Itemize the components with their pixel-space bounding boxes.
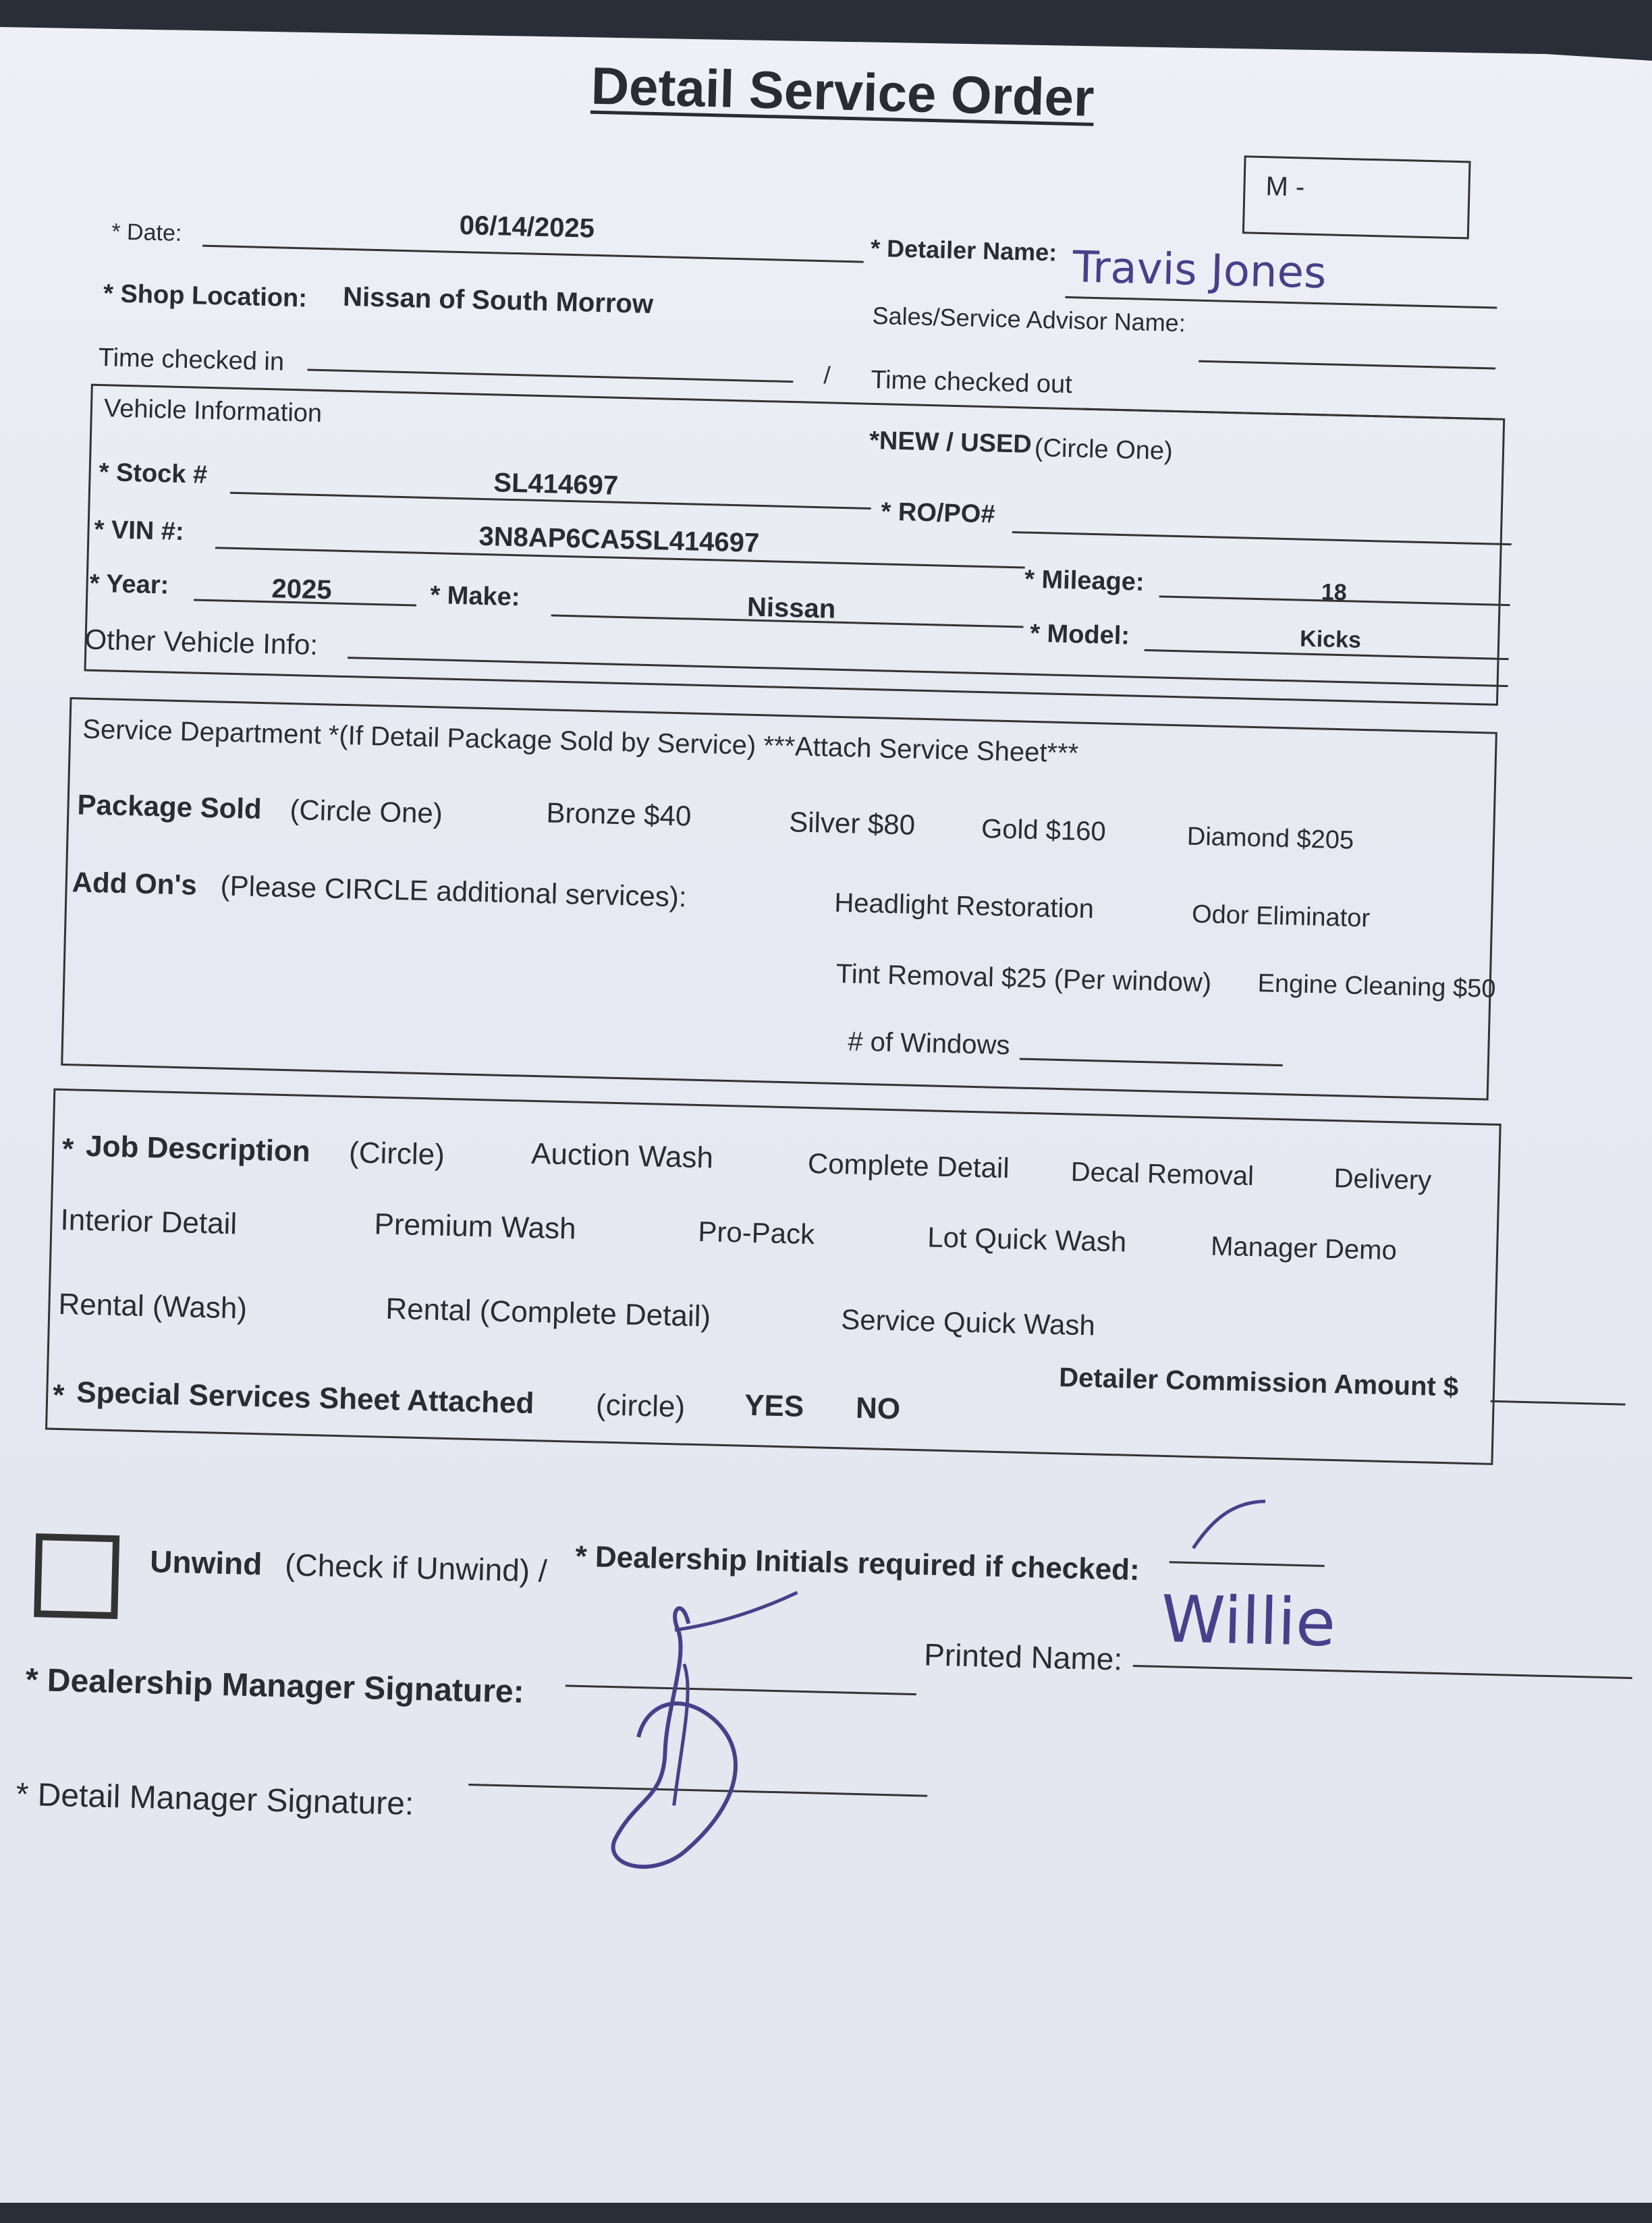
vehicle-info-heading: Vehicle Information bbox=[103, 394, 323, 429]
package-silver[interactable]: Silver $80 bbox=[788, 806, 916, 841]
date-value: 06/14/2025 bbox=[459, 210, 595, 244]
special-services-yes[interactable]: YES bbox=[744, 1388, 804, 1423]
vin-label: * VIN #: bbox=[94, 515, 185, 547]
mileage-value: 18 bbox=[1321, 579, 1348, 606]
unwind-checkbox[interactable] bbox=[34, 1533, 119, 1619]
dealership-initials-label: * Dealership Initials required if checked: bbox=[575, 1539, 1140, 1587]
commission-label: Detailer Commission Amount $ bbox=[1058, 1363, 1459, 1402]
job-pro-pack[interactable]: Pro-Pack bbox=[697, 1215, 815, 1251]
stock-label: * Stock # bbox=[99, 458, 208, 489]
package-diamond[interactable]: Diamond $205 bbox=[1186, 822, 1354, 855]
job-rental-wash[interactable]: Rental (Wash) bbox=[57, 1287, 248, 1325]
special-services-label: Special Services Sheet Attached bbox=[76, 1375, 535, 1421]
dealership-manager-signature-label: * Dealership Manager Signature: bbox=[25, 1662, 525, 1710]
new-used-hint: (Circle One) bbox=[1034, 433, 1174, 466]
time-in-label: Time checked in bbox=[98, 343, 285, 377]
detailer-name-field[interactable] bbox=[1065, 296, 1497, 309]
form-title: Detail Service Order bbox=[590, 55, 1095, 128]
time-in-field[interactable] bbox=[307, 368, 793, 383]
special-services-prefix: * bbox=[52, 1378, 65, 1412]
new-used-option[interactable]: *NEW / USED bbox=[869, 426, 1032, 459]
shop-location-value: Nissan of South Morrow bbox=[342, 281, 654, 319]
package-bronze[interactable]: Bronze $40 bbox=[545, 796, 692, 832]
dealership-initials-field[interactable] bbox=[1169, 1561, 1325, 1567]
advisor-name-field[interactable] bbox=[1199, 360, 1495, 370]
job-premium-wash[interactable]: Premium Wash bbox=[373, 1207, 577, 1246]
job-description-label: Job Description bbox=[85, 1129, 311, 1168]
job-service-quick-wash[interactable]: Service Quick Wash bbox=[840, 1303, 1096, 1342]
time-separator: / bbox=[823, 361, 831, 389]
advisor-name-label: Sales/Service Advisor Name: bbox=[872, 301, 1186, 337]
m-number-box[interactable] bbox=[1242, 155, 1471, 239]
windows-count-label: # of Windows bbox=[847, 1026, 1010, 1061]
job-delivery[interactable]: Delivery bbox=[1333, 1163, 1432, 1196]
package-sold-hint: (Circle One) bbox=[289, 794, 443, 829]
commission-field[interactable] bbox=[1491, 1400, 1626, 1406]
vin-value: 3N8AP6CA5SL414697 bbox=[478, 521, 760, 558]
mileage-label: * Mileage: bbox=[1024, 565, 1145, 597]
job-complete-detail[interactable]: Complete Detail bbox=[807, 1147, 1010, 1184]
job-interior-detail[interactable]: Interior Detail bbox=[60, 1203, 238, 1241]
service-department-heading: Service Department *(If Detail Package Sold by Service) ***Attach Service Sheet*** bbox=[82, 714, 1079, 769]
printed-name-field[interactable] bbox=[1133, 1665, 1632, 1679]
m-number-label: M - bbox=[1265, 171, 1305, 202]
job-auction-wash[interactable]: Auction Wash bbox=[530, 1136, 714, 1175]
add-ons-hint: (Please CIRCLE additional services): bbox=[220, 869, 688, 913]
special-services-hint: (circle) bbox=[595, 1388, 686, 1424]
detail-manager-signature-label: * Detail Manager Signature: bbox=[16, 1776, 414, 1822]
detailer-name-label: * Detailer Name: bbox=[870, 234, 1057, 267]
year-label: * Year: bbox=[89, 569, 169, 600]
ro-po-label: * RO/PO# bbox=[881, 497, 996, 529]
detailer-name-value: Travis Jones bbox=[1072, 242, 1327, 299]
model-value: Kicks bbox=[1299, 626, 1362, 653]
package-gold[interactable]: Gold $160 bbox=[981, 814, 1107, 847]
package-sold-label: Package Sold bbox=[77, 788, 263, 825]
year-value: 2025 bbox=[271, 574, 333, 605]
dealership-manager-signature bbox=[561, 1580, 852, 1870]
job-lot-quick-wash[interactable]: Lot Quick Wash bbox=[927, 1221, 1127, 1258]
special-services-no[interactable]: NO bbox=[855, 1391, 901, 1426]
addon-headlight-restoration[interactable]: Headlight Restoration bbox=[833, 887, 1095, 925]
time-out-label: Time checked out bbox=[870, 365, 1073, 400]
job-description-prefix: * bbox=[61, 1132, 74, 1166]
job-description-hint: (Circle) bbox=[348, 1136, 445, 1172]
other-vehicle-info-label: Other Vehicle Info: bbox=[84, 623, 319, 661]
add-ons-label: Add On's bbox=[72, 866, 198, 901]
printed-name-value: Willie bbox=[1160, 1581, 1337, 1662]
initials-mark bbox=[1190, 1494, 1286, 1557]
date-label: * Date: bbox=[111, 219, 182, 246]
make-label: * Make: bbox=[429, 581, 520, 612]
model-label: * Model: bbox=[1029, 619, 1130, 651]
job-decal-removal[interactable]: Decal Removal bbox=[1070, 1157, 1255, 1192]
addon-engine-cleaning[interactable]: Engine Cleaning $50 bbox=[1257, 969, 1496, 1004]
addon-tint-removal[interactable]: Tint Removal $25 (Per window) bbox=[835, 958, 1212, 998]
stock-value: SL414697 bbox=[493, 468, 619, 501]
addon-odor-eliminator[interactable]: Odor Eliminator bbox=[1191, 900, 1371, 933]
job-rental-complete-detail[interactable]: Rental (Complete Detail) bbox=[385, 1292, 711, 1334]
date-field[interactable] bbox=[202, 245, 864, 263]
make-value: Nissan bbox=[746, 592, 836, 624]
unwind-hint: (Check if Unwind) / bbox=[284, 1547, 548, 1589]
job-manager-demo[interactable]: Manager Demo bbox=[1210, 1231, 1398, 1266]
unwind-label: Unwind bbox=[149, 1543, 263, 1582]
shop-location-label: * Shop Location: bbox=[103, 279, 308, 313]
printed-name-label: Printed Name: bbox=[923, 1637, 1123, 1677]
